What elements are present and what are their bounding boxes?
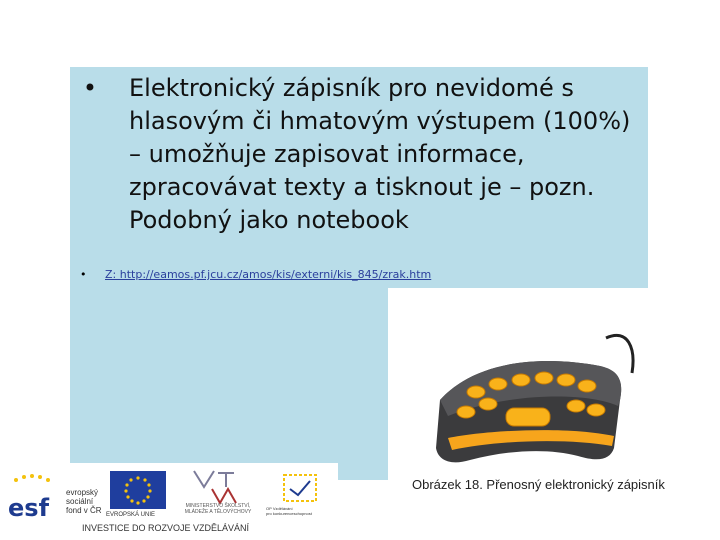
source-link[interactable]: Z: http://eamos.pf.jcu.cz/amos/kis/externi/kis_845/zrak.htm <box>105 268 432 281</box>
esf-text: evropský sociální fond v ČR <box>66 488 102 515</box>
eu-text: EVROPSKÁ UNIE <box>106 512 156 518</box>
bullet-dot: • <box>80 268 87 281</box>
logo-strip <box>0 463 338 540</box>
op-text: OP Vzdělávání pro konkurenceschopnost <box>266 506 312 516</box>
esf-logo-icon <box>6 472 58 524</box>
investice-text: INVESTICE DO ROZVOJE VZDĚLÁVÁNÍ <box>82 523 250 533</box>
source-bullet <box>80 268 620 286</box>
braille-notetaker-icon <box>388 288 720 540</box>
device-photo <box>388 288 720 540</box>
esf-word: esf <box>8 494 50 522</box>
msmt-text: MINISTERSTVO ŠKOLSTVÍ, MLÁDEŽE A TĚLOVÝCHOVY <box>184 503 252 515</box>
eu-flag-icon <box>110 471 166 509</box>
op-logo-icon <box>280 471 320 507</box>
main-bullet-text: Elektronický zápisník pro nevidomé s hlasovým či hmatovým výstupem (100%) – umožňuje zapisovat informace, zpracovávat texty a tisknout je – pozn. Podobný jako notebook <box>129 74 631 234</box>
photo-caption: Obrázek 18. Přenosný elektronický zápisník <box>412 477 665 492</box>
msmt-logo-icon <box>188 467 244 507</box>
bullet-dot: • <box>82 74 98 102</box>
